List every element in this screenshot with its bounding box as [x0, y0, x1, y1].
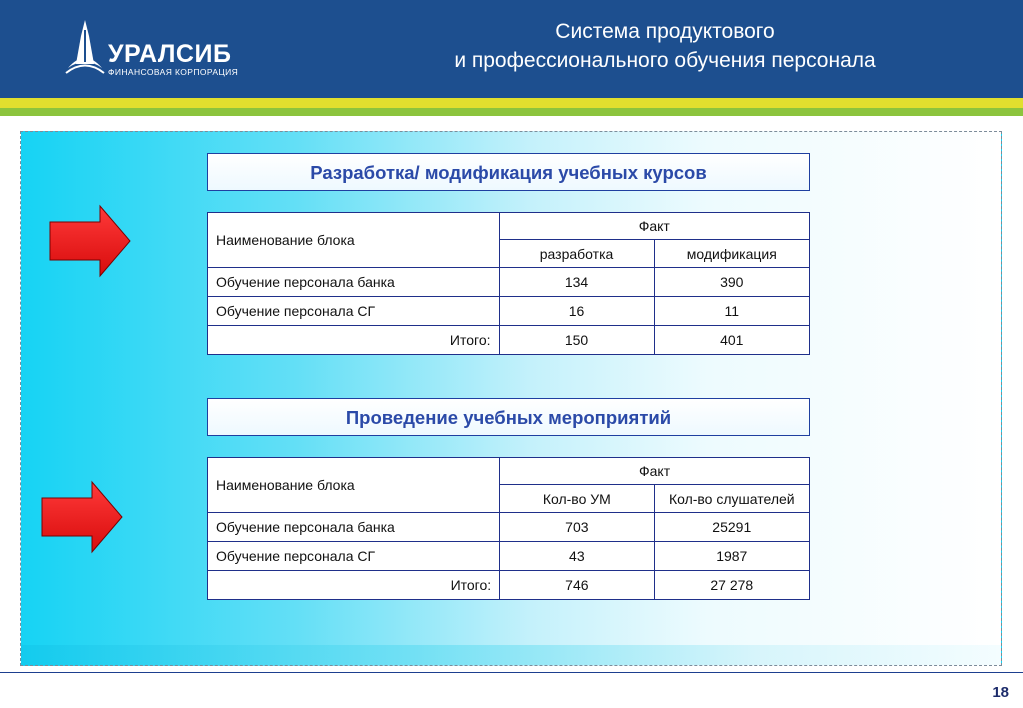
training-events-table	[207, 457, 810, 600]
table-row	[208, 513, 810, 542]
logo-subtitle: ФИНАНСОВАЯ КОРПОРАЦИЯ	[108, 67, 239, 77]
page-title-line1: Система продуктового	[555, 20, 775, 43]
header-bar	[0, 0, 1023, 98]
subcolumn-header-development: разработка	[499, 240, 654, 268]
arrow-right-icon	[40, 480, 124, 554]
total-value: 27 278	[654, 571, 809, 600]
page-title	[395, 17, 935, 75]
section-title: Разработка/ модификация учебных курсов	[310, 162, 707, 183]
cell-value: 16	[499, 297, 654, 326]
row-label: Обучение персонала СГ	[208, 542, 500, 571]
total-label: Итого:	[208, 571, 500, 600]
row-label: Обучение персонала банка	[208, 513, 500, 542]
logo-name: УРАЛСИБ	[108, 40, 232, 68]
column-header-fact: Факт	[500, 458, 810, 485]
cell-value: 43	[500, 542, 654, 571]
subcolumn-header-listeners-count: Кол-во слушателей	[654, 485, 809, 513]
cell-value: 1987	[654, 542, 809, 571]
row-label: Обучение персонала банка	[208, 268, 500, 297]
page-title-line2: и профессионального обучения персонала	[454, 49, 876, 72]
page-number: 18	[992, 684, 1009, 701]
subcolumn-header-events-count: Кол-во УМ	[500, 485, 654, 513]
header-stripe-green	[0, 108, 1023, 116]
column-header-block-name: Наименование блока	[208, 458, 500, 513]
table-row	[208, 297, 810, 326]
section-title: Проведение учебных мероприятий	[345, 407, 672, 428]
total-row	[208, 326, 810, 355]
footer-divider	[0, 672, 1023, 673]
total-row	[208, 571, 810, 600]
table-row	[208, 268, 810, 297]
subcolumn-header-modification: модификация	[654, 240, 809, 268]
cell-value: 703	[500, 513, 654, 542]
arrow-right-icon	[48, 204, 132, 278]
table-row	[208, 542, 810, 571]
total-value: 746	[500, 571, 654, 600]
section-banner-course-development	[207, 153, 810, 191]
section-banner-training-events	[207, 398, 810, 436]
row-label: Обучение персонала СГ	[208, 297, 500, 326]
total-label: Итого:	[208, 326, 500, 355]
header-stripe-yellow	[0, 98, 1023, 108]
column-header-block-name: Наименование блока	[208, 213, 500, 268]
total-value: 150	[499, 326, 654, 355]
course-development-table	[207, 212, 810, 355]
cell-value: 11	[654, 297, 809, 326]
total-value: 401	[654, 326, 809, 355]
content-bottom-band	[21, 645, 1001, 665]
cell-value: 390	[654, 268, 809, 297]
cell-value: 134	[499, 268, 654, 297]
company-logo	[64, 18, 254, 78]
cell-value: 25291	[654, 513, 809, 542]
logo-emblem-icon	[64, 18, 106, 78]
column-header-fact: Факт	[499, 213, 810, 240]
